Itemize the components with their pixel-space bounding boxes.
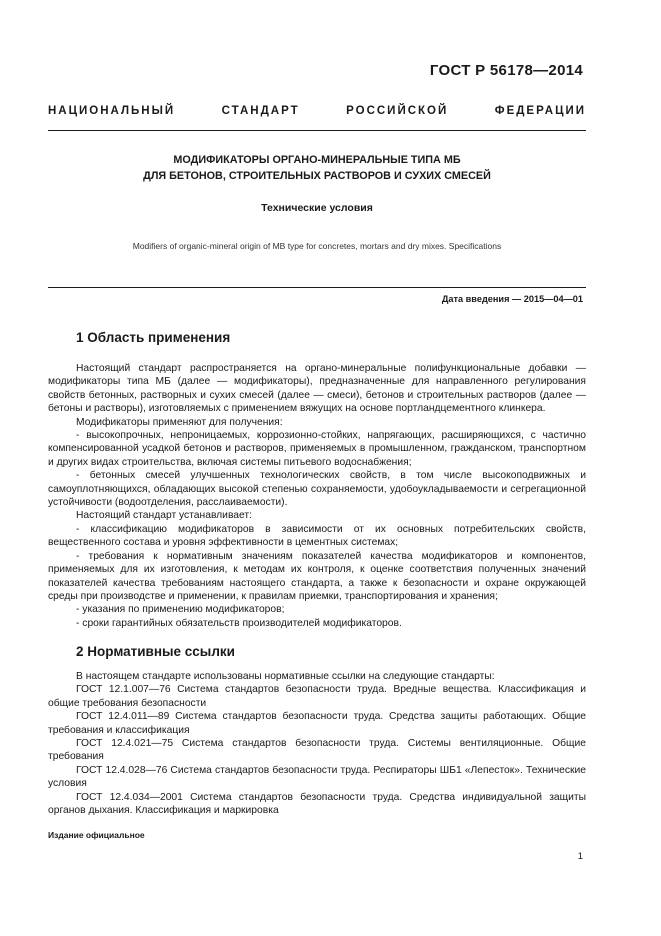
title-line-1: МОДИФИКАТОРЫ ОРГАНО-МИНЕРАЛЬНЫЕ ТИПА МБ	[173, 154, 461, 166]
national-standard-banner: НАЦИОНАЛЬНЫЙ СТАНДАРТ РОССИЙСКОЙ ФЕДЕРАЦИИ	[48, 105, 586, 117]
list-item: - сроки гарантийных обязательств производителей модификаторов.	[76, 617, 402, 629]
document-title	[48, 152, 586, 184]
paragraph: Настоящий стандарт устанавливает:	[76, 510, 252, 522]
reference-item: ГОСТ 12.4.021—75 Система стандартов безопасности труда. Системы вентиляционные. Общие требования	[48, 738, 586, 763]
title-line-2: ДЛЯ БЕТОНОВ, СТРОИТЕЛЬНЫХ РАСТВОРОВ И СУХИХ СМЕСЕЙ	[143, 170, 491, 182]
list-item: - требования к нормативным значениям показателей качества модификаторов и компонентов, применяемых для их изготовления, к методам их контроля, к оценке соответствия полученных значений показателей качества требованиям настоящего стандарта, а также к безопасности и охране окружающей среды при производстве и применении, к правилам приемки, транспортирования и хранения;	[48, 550, 586, 602]
title-rule	[48, 287, 586, 288]
list-item: - бетонных смесей улучшенных технологических свойств, в том числе высокоподвижных и самоуплотняющихся, обладающих высокой степенью сохраняемости, удобоукладываемости и сегрегационной устойчивости (водоотделения, расслаиваемости).	[48, 470, 586, 509]
reference-item: ГОСТ 12.4.028—76 Система стандартов безопасности труда. Респираторы ШБ1 «Лепесток». Технические условия	[48, 764, 586, 790]
page-number: 1	[577, 851, 583, 862]
paragraph: Настоящий стандарт распространяется на органо-минеральные полифункциональные добавки — модификаторы типа МБ (далее — модификаторы), предназначенные для направленного регулирования свойств бетонных, растворных и сухих смесей (далее — смеси), бетонов и строительных растворов (далее — бетоны и растворы), изготовляемых с применением вяжущих на основе портландцементного клинкера.	[48, 363, 586, 415]
official-edition-label: Издание официальное	[48, 830, 145, 840]
paragraph: В настоящем стандарте использованы нормативные ссылки на следующие стандарты:	[76, 671, 495, 682]
standard-number: ГОСТ Р 56178—2014	[429, 62, 583, 79]
section-2-heading: 2 Нормативные ссылки	[76, 644, 235, 659]
reference-item: ГОСТ 12.1.007—76 Система стандартов безопасности труда. Вредные вещества. Классификация и общие требования безопасности	[48, 684, 586, 709]
section-1-body	[48, 362, 586, 630]
reference-item: ГОСТ 12.4.011—89 Система стандартов безопасности труда. Средства защиты работающих. Общие требования и классификация	[48, 711, 586, 736]
document-subtitle: Технические условия	[261, 202, 373, 214]
english-title: Modifiers of organic-mineral origin of MB type for concretes, mortars and dry mixes. Specifications	[132, 241, 502, 251]
header-rule	[48, 130, 586, 131]
paragraph: Модификаторы применяют для получения:	[76, 416, 283, 428]
reference-item: ГОСТ 12.4.034—2001 Система стандартов безопасности труда. Средства индивидуальной защиты органов дыхания. Классификация и маркировка	[48, 791, 586, 817]
list-item: - указания по применению модификаторов;	[76, 604, 285, 616]
section-1-heading: 1 Область применения	[76, 330, 231, 345]
list-item: - высокопрочных, непроницаемых, коррозионно-стойких, напрягающих, расширяющихся, с частично компенсированной усадкой бетонов и растворов, применяемых в промышленном, гражданском, транспортном и других видах строительства, включая системы питьевого водоснабжения;	[48, 430, 586, 468]
section-2-body	[48, 670, 586, 817]
list-item: - классификацию модификаторов в зависимости от их основных потребительских свойств, вещественного состава и уровня эффективности в цементных системах;	[48, 523, 586, 549]
introduction-date: Дата введения — 2015—04—01	[441, 294, 583, 304]
